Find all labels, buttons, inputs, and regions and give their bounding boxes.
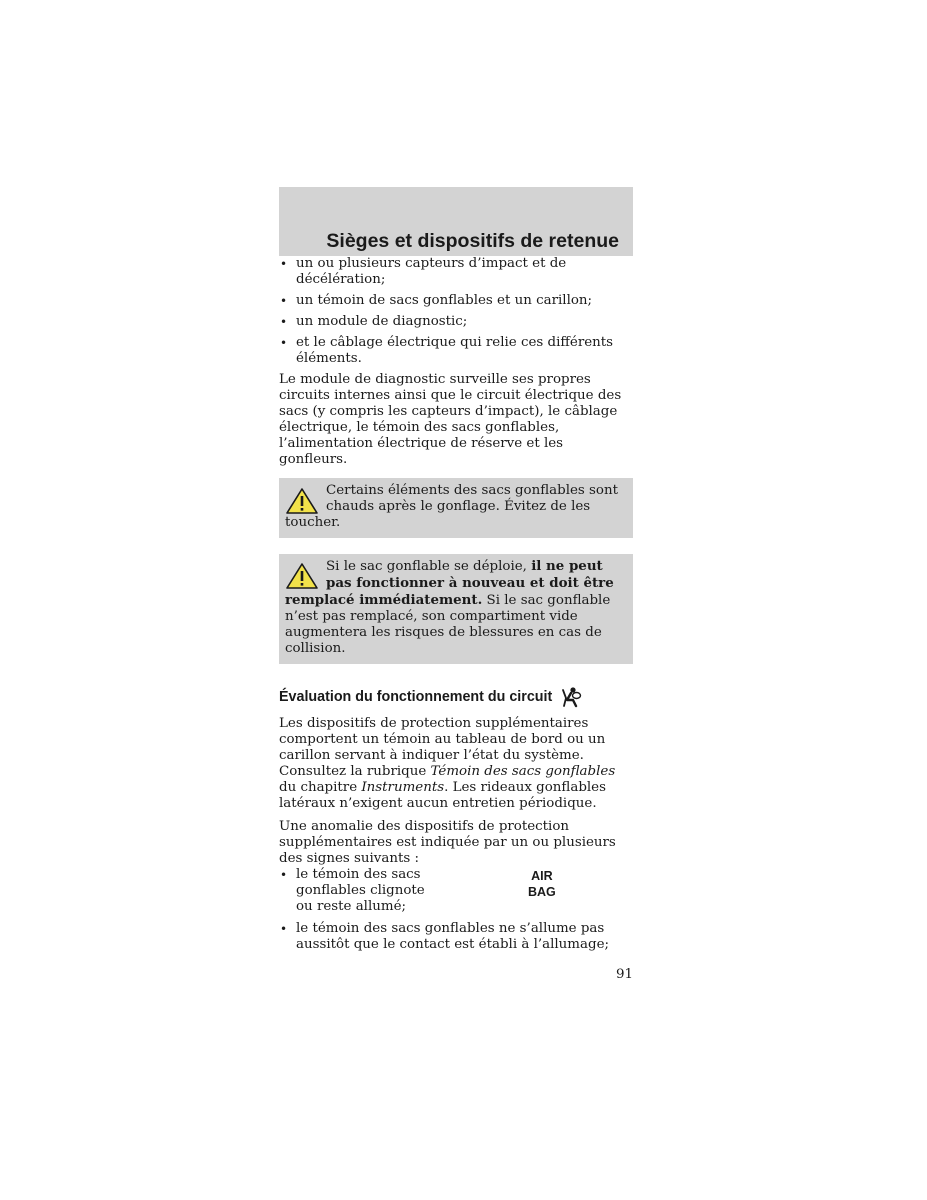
- warning-box-deploy: [279, 554, 633, 664]
- header-band: [279, 187, 633, 256]
- warning-box-hot: [279, 478, 633, 538]
- page-title: Sièges et dispositifs de retenue: [326, 230, 619, 252]
- warning-text-start: Si le sac gonflable se déploie,: [326, 559, 532, 574]
- page-number: 91: [615, 967, 633, 982]
- list-item: • un module de diagnostic;: [280, 314, 468, 329]
- bullet-icon: •: [280, 922, 288, 936]
- manual-page: [279, 187, 633, 983]
- bullet-icon: •: [280, 294, 288, 308]
- warning-triangle-icon: [285, 562, 319, 590]
- signs-list: [279, 867, 633, 953]
- airbag-warning-lamp: AIR BAG: [528, 869, 556, 899]
- protection-paragraph: Les dispositifs de protection supplémentaires comportent un témoin au tableau de bord ou un carillon servant à indiquer l’état du système. Consultez la rubrique Témoin des sacs gonflables du chapitre Instruments. Les rideaux gonflables latéraux n’exigent aucun entretien périodique.: [279, 716, 616, 811]
- warning-text-end: Si le sac gonflable n’est pas remplacé, son compartiment vide augmentera les risques de blessures en cas de collision.: [285, 593, 611, 656]
- bullet-icon: •: [280, 336, 288, 350]
- seated-person-airbag-icon: [558, 686, 582, 708]
- warning-triangle-icon: [285, 487, 319, 515]
- list-item: • un ou plusieurs capteurs d’impact et de décélération;: [280, 256, 567, 287]
- components-list: [279, 256, 633, 367]
- warning-text: Certains éléments des sacs gonflables sont chauds après le gonflage. Évitez de les toucher.: [285, 483, 618, 530]
- bullet-icon: •: [280, 315, 288, 329]
- list-item: • et le câblage électrique qui relie ces différents éléments.: [280, 335, 614, 366]
- module-paragraph: Le module de diagnostic surveille ses propres circuits internes ainsi que le circuit électrique des sacs (y compris les capteurs d’impact), le câblage électrique, le témoin des sacs gonflables, l’alimentation électrique de réserve et les gonfleurs.: [279, 372, 622, 467]
- list-item: • le témoin des sacs gonflables clignote ou reste allumé; AIR BAG: [280, 867, 556, 914]
- page-body: [279, 256, 633, 983]
- section-heading: [279, 686, 633, 708]
- section-heading-text: Évaluation du fonctionnement du circuit: [279, 689, 553, 705]
- list-item: • un témoin de sacs gonflables et un carillon;: [280, 293, 593, 308]
- list-item: • le témoin des sacs gonflables ne s’allume pas aussitôt que le contact est établi à l’allumage;: [280, 921, 609, 952]
- anomaly-paragraph: Une anomalie des dispositifs de protection supplémentaires est indiquée par un ou plusieurs des signes suivants :: [279, 819, 616, 866]
- bullet-icon: •: [280, 868, 288, 882]
- warning-text-bold: il ne peut pas fonctionner à nouveau et doit être remplacé immédiatement.: [285, 558, 614, 608]
- bullet-icon: •: [280, 257, 288, 271]
